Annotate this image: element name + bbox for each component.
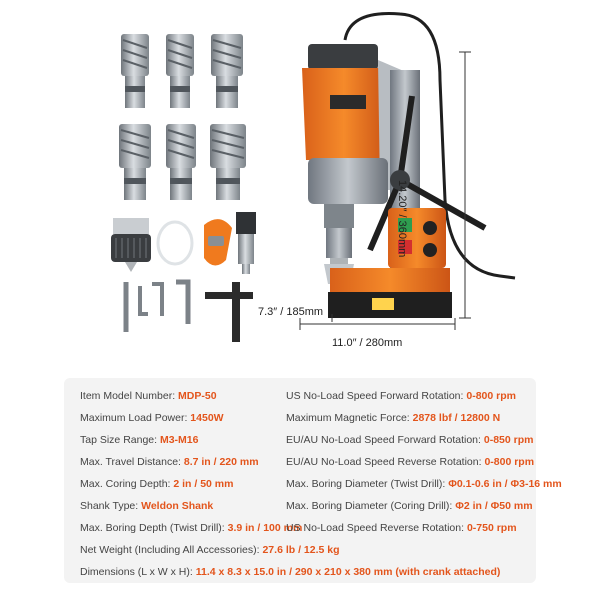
base-height-dimension-label: 7.3″ / 185mm [258, 306, 324, 318]
chuck-key [205, 282, 253, 342]
hex-key [176, 282, 188, 324]
width-dimension-label: 11.0″ / 280mm [332, 337, 403, 349]
hex-key [152, 284, 162, 316]
spec-row: Max. Travel Distance: 8.7 in / 220 mm [80, 456, 259, 468]
spec-row: US No-Load Speed Forward Rotation: 0-800 rpm [286, 390, 516, 402]
magnetic-drill-illustration [280, 0, 600, 360]
annular-cutter [119, 124, 151, 200]
magnetic-base [328, 268, 452, 318]
specifications-panel [64, 378, 562, 583]
gearbox [308, 158, 388, 204]
orange-tool [204, 219, 232, 265]
annular-cutter [121, 34, 149, 108]
annular-cutter [166, 34, 194, 108]
spec-row: Tap Size Range: M3-M16 [80, 434, 199, 446]
height-dimension-label: 14.20″ / 360mm [396, 180, 408, 258]
drill-chuck [111, 218, 151, 272]
annular-cutter [210, 124, 246, 200]
spec-row: Max. Boring Depth (Twist Drill): 3.9 in / 100 mm [80, 522, 303, 534]
spec-row: Max. Boring Diameter (Coring Drill): Φ2 in / Φ50 mm [286, 500, 533, 512]
spec-row: EU/AU No-Load Speed Forward Rotation: 0-850 rpm [286, 434, 534, 446]
spec-row: Max. Boring Diameter (Twist Drill): Φ0.1-0.6 in / Φ3-16 mm [286, 478, 562, 490]
spec-row: US No-Load Speed Reverse Rotation: 0-750 rpm [286, 522, 517, 534]
spec-row: Net Weight (Including All Accessories): 27.6 lb / 12.5 kg [80, 544, 340, 556]
coolant-tube [158, 222, 192, 264]
hex-key [140, 286, 148, 314]
spec-row: Item Model Number: MDP-50 [80, 390, 217, 402]
accessories-illustration [0, 0, 280, 360]
annular-cutter [166, 124, 196, 200]
spec-row: Dimensions (L x W x H): 11.4 x 8.3 x 15.0 in / 290 x 210 x 380 mm (with crank attached) [80, 566, 501, 578]
spec-row: Max. Coring Depth: 2 in / 50 mm [80, 478, 234, 490]
annular-cutter [211, 34, 243, 108]
spec-row: Shank Type: Weldon Shank [80, 500, 214, 512]
spec-row: EU/AU No-Load Speed Reverse Rotation: 0-800 rpm [286, 456, 535, 468]
chuck-adapter [236, 212, 256, 274]
spec-row: Maximum Load Power: 1450W [80, 412, 224, 424]
spec-row: Maximum Magnetic Force: 2878 lbf / 12800 N [286, 412, 501, 424]
